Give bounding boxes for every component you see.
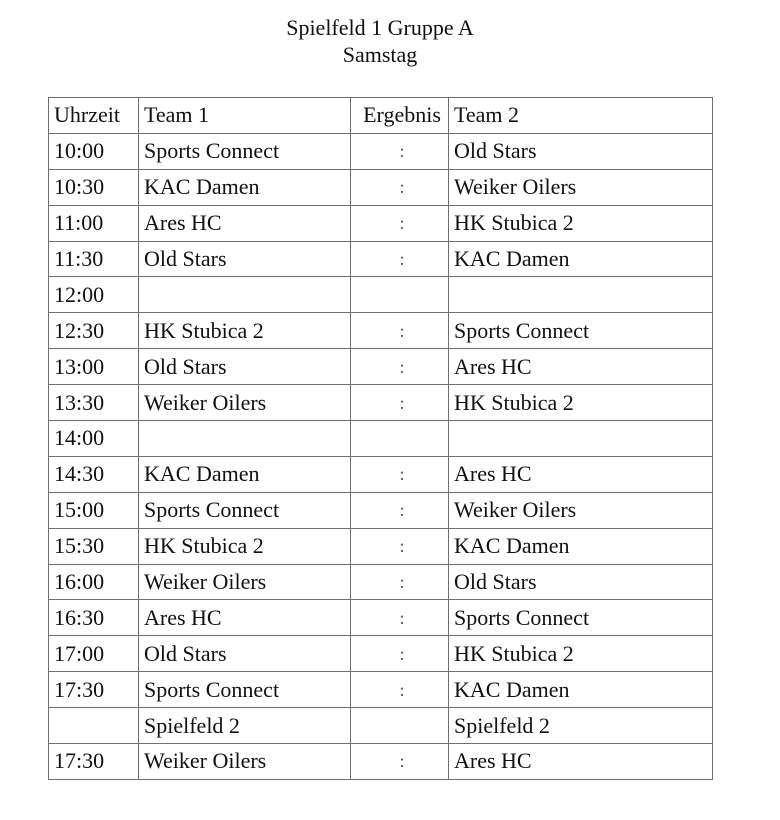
table-row <box>49 421 713 457</box>
time-cell: 16:30 <box>49 600 139 636</box>
result-cell: : <box>351 169 449 205</box>
day-subtitle: Samstag <box>342 42 418 67</box>
time-cell: 11:00 <box>49 205 139 241</box>
table-row <box>49 744 713 780</box>
team2-cell: Sports Connect <box>449 600 713 636</box>
table-row <box>49 133 713 169</box>
team1-cell: Old Stars <box>139 636 351 672</box>
result-cell: : <box>351 205 449 241</box>
time-cell: 12:30 <box>49 313 139 349</box>
team1-cell: Weiker Oilers <box>139 564 351 600</box>
column-header-time: Uhrzeit <box>49 98 139 134</box>
result-cell: : <box>351 241 449 277</box>
team1-cell: KAC Damen <box>139 456 351 492</box>
team1-cell: Weiker Oilers <box>139 744 351 780</box>
table-row <box>49 528 713 564</box>
table-row <box>49 385 713 421</box>
result-cell: : <box>351 456 449 492</box>
result-cell: : <box>351 672 449 708</box>
table-row <box>49 600 713 636</box>
team2-cell: Old Stars <box>449 133 713 169</box>
column-header-result: Ergebnis <box>351 98 449 134</box>
result-cell <box>351 421 449 457</box>
time-cell: 17:30 <box>49 672 139 708</box>
table-header-row <box>49 98 713 134</box>
team1-cell: HK Stubica 2 <box>139 313 351 349</box>
column-header-team1: Team 1 <box>139 98 351 134</box>
team1-cell <box>139 277 351 313</box>
table-row <box>49 456 713 492</box>
result-cell <box>351 708 449 744</box>
team1-cell: Spielfeld 2 <box>139 708 351 744</box>
time-cell: 17:00 <box>49 636 139 672</box>
table-row <box>49 349 713 385</box>
result-cell: : <box>351 744 449 780</box>
result-cell: : <box>351 313 449 349</box>
team2-cell: Ares HC <box>449 456 713 492</box>
table-row <box>49 636 713 672</box>
team1-cell: Old Stars <box>139 349 351 385</box>
time-cell: 10:30 <box>49 169 139 205</box>
team1-cell: Ares HC <box>139 205 351 241</box>
result-cell: : <box>351 133 449 169</box>
team2-cell: HK Stubica 2 <box>449 385 713 421</box>
table-row <box>49 492 713 528</box>
table-row <box>49 564 713 600</box>
field-group-title: Spielfeld 1 Gruppe A <box>286 15 474 40</box>
result-cell: : <box>351 492 449 528</box>
time-cell: 14:30 <box>49 456 139 492</box>
team2-cell: Sports Connect <box>449 313 713 349</box>
team2-cell: Old Stars <box>449 564 713 600</box>
team1-cell: Weiker Oilers <box>139 385 351 421</box>
time-cell: 17:30 <box>49 744 139 780</box>
result-cell: : <box>351 528 449 564</box>
team1-cell: HK Stubica 2 <box>139 528 351 564</box>
table-row <box>49 169 713 205</box>
time-cell: 14:00 <box>49 421 139 457</box>
time-cell: 11:30 <box>49 241 139 277</box>
table-row <box>49 241 713 277</box>
page-title <box>0 14 760 68</box>
table-row <box>49 708 713 744</box>
result-cell: : <box>351 600 449 636</box>
team2-cell: KAC Damen <box>449 672 713 708</box>
team1-cell <box>139 421 351 457</box>
team2-cell: KAC Damen <box>449 528 713 564</box>
team2-cell: HK Stubica 2 <box>449 636 713 672</box>
time-cell: 13:30 <box>49 385 139 421</box>
table-row <box>49 313 713 349</box>
time-cell: 10:00 <box>49 133 139 169</box>
team2-cell: Weiker Oilers <box>449 169 713 205</box>
result-cell <box>351 277 449 313</box>
team2-cell: Weiker Oilers <box>449 492 713 528</box>
time-cell: 13:00 <box>49 349 139 385</box>
team2-cell: Spielfeld 2 <box>449 708 713 744</box>
column-header-team2: Team 2 <box>449 98 713 134</box>
team1-cell: Sports Connect <box>139 133 351 169</box>
team1-cell: Sports Connect <box>139 492 351 528</box>
team1-cell: Sports Connect <box>139 672 351 708</box>
match-schedule-table <box>48 97 713 780</box>
time-cell: 15:30 <box>49 528 139 564</box>
team2-cell <box>449 421 713 457</box>
time-cell: 15:00 <box>49 492 139 528</box>
result-cell: : <box>351 349 449 385</box>
result-cell: : <box>351 564 449 600</box>
team2-cell: Ares HC <box>449 349 713 385</box>
team2-cell: KAC Damen <box>449 241 713 277</box>
team1-cell: Ares HC <box>139 600 351 636</box>
team1-cell: KAC Damen <box>139 169 351 205</box>
time-cell: 12:00 <box>49 277 139 313</box>
table-row <box>49 672 713 708</box>
time-cell <box>49 708 139 744</box>
team2-cell: Ares HC <box>449 744 713 780</box>
team2-cell <box>449 277 713 313</box>
time-cell: 16:00 <box>49 564 139 600</box>
table-row <box>49 277 713 313</box>
team2-cell: HK Stubica 2 <box>449 205 713 241</box>
table-body <box>49 98 713 780</box>
result-cell: : <box>351 636 449 672</box>
team1-cell: Old Stars <box>139 241 351 277</box>
table-row <box>49 205 713 241</box>
result-cell: : <box>351 385 449 421</box>
